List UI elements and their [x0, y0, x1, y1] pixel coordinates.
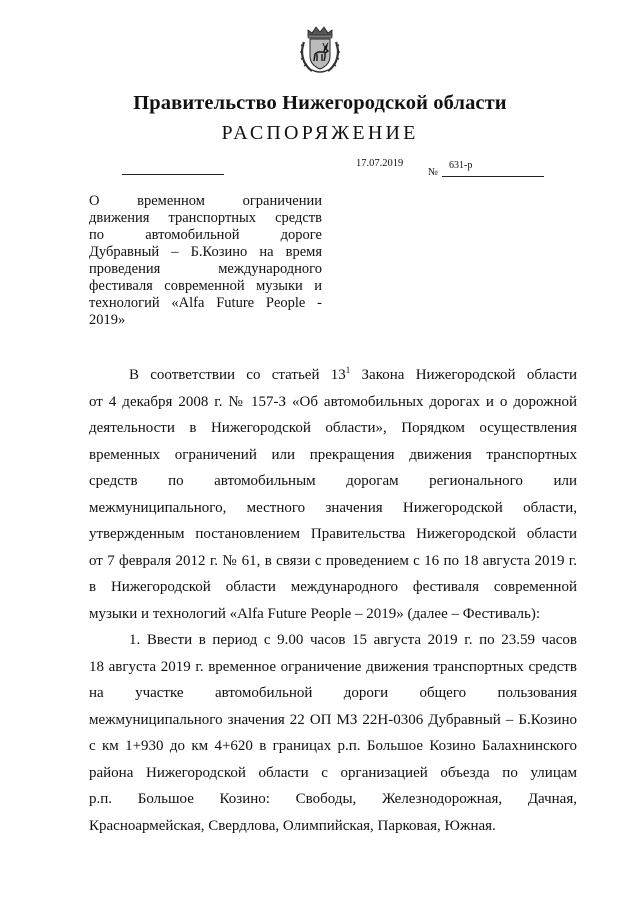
body-line: средств по автомобильным дорогам регионального или: [89, 473, 577, 489]
subject-line: Дубравный – Б.Козино на время: [89, 244, 322, 260]
clause-1-line: 1. Ввести в период с 9.00 часов 15 августа 2019 г. по 23.59 часов: [129, 632, 577, 648]
body-line: межмуниципального, местного значения Нижегородской области,: [89, 499, 577, 516]
document-subject: [89, 193, 322, 329]
body-line: утвержденным постановлением Правительства Нижегородской области: [89, 526, 577, 542]
document-date: 17.07.2019: [356, 158, 404, 169]
subject-line: фестиваля современной музыки и: [89, 278, 322, 294]
subject-line: О временном ограничении: [89, 193, 322, 209]
subject-line: технологий «Alfa Future People -: [89, 295, 322, 311]
issuing-authority-title: Правительство Нижегородской области: [133, 92, 507, 114]
article-superscript: 1: [345, 365, 351, 375]
subject-line: движения транспортных средств: [89, 210, 322, 226]
number-blank-line: [442, 176, 544, 177]
body-line: деятельности в Нижегородской области», Порядком осуществления: [89, 420, 577, 436]
body-line: временных ограничений или прекращения движения транспортных: [89, 446, 577, 463]
subject-line: по автомобильной дороге: [89, 227, 322, 243]
number-sign: №: [428, 167, 439, 178]
document-number: 631-р: [449, 160, 473, 171]
clause-1-line: Красноармейская, Свердлова, Олимпийская, Парковая, Южная.: [89, 817, 496, 834]
document-body: [89, 362, 577, 839]
body-line-text: Закона Нижегородской области: [350, 367, 577, 383]
clause-1-line: 18 августа 2019 г. временное ограничение движения транспортных средств: [89, 658, 577, 675]
body-line: от 7 февраля 2012 г. № 61, в связи с проведением с 16 по 18 августа 2019 г.: [89, 552, 577, 569]
subject-line: 2019»: [89, 312, 126, 328]
document-type-heading: РАСПОРЯЖЕНИЕ: [221, 122, 419, 144]
date-blank-line: [122, 174, 224, 175]
body-line: от 4 декабря 2008 г. № 157-З «Об автомобильных дорогах и о дорожной: [89, 393, 577, 410]
clause-1-line: межмуниципального значения 22 ОП МЗ 22Н-0306 Дубравный – Б.Козино: [89, 711, 577, 728]
clause-1-line: района Нижегородской области с организацией объезда по улицам: [89, 764, 577, 781]
body-line: музыки и технологий «Alfa Future People – 2019» (далее – Фестиваль):: [89, 605, 541, 622]
body-line-first: [89, 362, 577, 389]
subject-line: проведения международного: [89, 261, 322, 277]
clause-1-line: с км 1+930 до км 4+620 в границах р.п. Большое Козино Балахнинского: [89, 738, 577, 754]
body-line-text: В соответствии со статьей 13: [129, 367, 346, 383]
clause-1-line: на участке автомобильной дороги общего пользования: [89, 685, 577, 701]
clause-1-line: р.п. Большое Козино: Свободы, Железнодорожная, Дачная,: [89, 791, 577, 807]
coat-of-arms-emblem: [298, 24, 342, 74]
body-line: в Нижегородской области международного фестиваля современной: [89, 579, 577, 595]
